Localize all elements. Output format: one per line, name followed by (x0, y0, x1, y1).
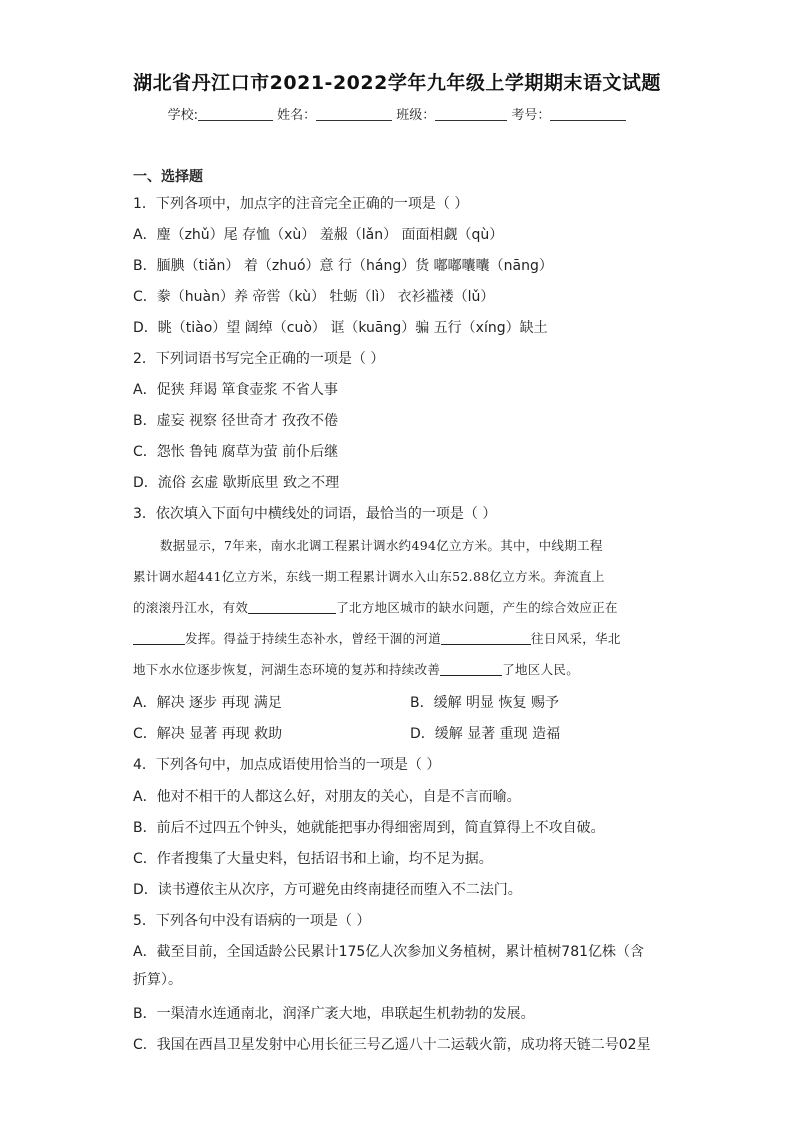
question-1-option-c[interactable]: C．豢（huàn）养 帝喾（kù） 牡蛎（lì） 衣衫褴褛（lǔ） (133, 289, 495, 305)
question-1-stem: 1．下列各项中，加点字的注音完全正确的一项是（ ） (133, 196, 469, 212)
question-4-stem: 4．下列各句中，加点成语使用恰当的一项是（ ） (133, 757, 441, 773)
question-1-option-a[interactable]: A．麈（zhǔ）尾 存恤（xù） 羞赧（lǎn） 面面相觑（qù） (133, 227, 504, 243)
passage-line-4-part-1: 发挥。得益于持续生态补水，曾经干涸的河道 (185, 631, 442, 646)
question-3-option-b[interactable]: B．缓解 明显 恢复 赐予 (410, 695, 559, 711)
question-5-stem: 5．下列各句中没有语病的一项是（ ） (133, 913, 371, 929)
passage-line-3 (133, 598, 618, 616)
blank-1[interactable] (248, 601, 336, 614)
blank-3[interactable] (441, 632, 531, 645)
class-label: 班级： (396, 108, 436, 123)
question-2-option-b[interactable]: B．虚妄 视察 径世奇才 孜孜不倦 (133, 413, 338, 429)
passage-line-2: 累计调水超441亿立方米，东线一期工程累计调水入山东52.88亿立方米。奔流直上 (133, 569, 605, 584)
question-5-option-a[interactable]: A．截至目前，全国适龄公民累计175亿人次参加义务植树，累计植树781亿株（含 (133, 944, 645, 960)
question-2-stem: 2．下列词语书写完全正确的一项是（ ） (133, 351, 385, 367)
question-2-option-d[interactable]: D．流俗 玄虚 歇斯底里 致之不理 (133, 475, 340, 491)
question-2-option-a[interactable]: A．促狭 拜谒 箪食壶浆 不省人事 (133, 382, 338, 398)
question-3-stem: 3．依次填入下面句中横线处的词语，最恰当的一项是（ ） (133, 506, 497, 522)
question-1-option-b[interactable]: B．腼腆（tiǎn） 着（zhuó）意 行（háng）货 嘟嘟囔囔（nāng） (133, 258, 553, 274)
page-title: 湖北省丹江口市2021-2022学年九年级上学期期末语文试题 (133, 72, 661, 94)
passage-line-5-part-1: 地下水水位逐步恢复，河湖生态环境的复苏和持续改善 (133, 662, 441, 677)
number-blank[interactable] (550, 108, 626, 121)
question-5-option-b[interactable]: B．一渠清水连通南北，润泽广袤大地，串联起生机勃勃的发展。 (133, 1006, 535, 1022)
question-4-option-a[interactable]: A．他对不相干的人都这么好，对朋友的关心，自是不言而喻。 (133, 789, 521, 805)
school-label: 学校: (167, 108, 198, 123)
passage-line-3-part-1: 的滚滚丹江水，有效 (133, 600, 249, 615)
passage-line-1: 数据显示，7年来，南水北调工程累计调水约494亿立方米。其中，中线期工程 (160, 538, 603, 553)
question-5-option-c[interactable]: C．我国在西昌卫星发射中心用长征三号乙遥八十二运载火箭，成功将天链二号02星 (133, 1037, 651, 1053)
class-blank[interactable] (435, 108, 507, 121)
blank-4[interactable] (440, 663, 502, 676)
question-3-option-a[interactable]: A．解决 逐步 再现 满足 (133, 695, 282, 711)
student-info-row (0, 104, 794, 123)
passage-line-3-part-2: 了北方地区城市的缺水问题，产生的综合效应正在 (336, 600, 618, 615)
school-blank[interactable] (198, 108, 273, 121)
blank-2[interactable] (133, 632, 185, 645)
name-label: 姓名： (277, 108, 317, 123)
question-4-option-d[interactable]: D．读书遵依主从次序，方可避免由终南捷径而堕入不二法门。 (133, 882, 522, 898)
question-1-option-d[interactable]: D．眺（tiào）望 阔绰（cuò） 诓（kuāng）骗 五行（xíng）缺土 (133, 320, 548, 336)
question-4-option-c[interactable]: C．作者搜集了大量史料，包括诏书和上谕，均不足为据。 (133, 851, 493, 867)
section-heading: 一、选择题 (133, 169, 203, 185)
question-5-option-a-cont: 折算）。 (133, 972, 182, 988)
name-blank[interactable] (316, 108, 392, 121)
question-4-option-b[interactable]: B．前后不过四五个钟头，她就能把事办得细密周到，简直算得上不攻自破。 (133, 820, 605, 836)
number-label: 考号： (511, 108, 551, 123)
passage-line-4-part-2: 往日风采，华北 (531, 631, 621, 646)
passage-line-4 (133, 629, 621, 647)
question-3-option-c[interactable]: C．解决 显著 再现 救助 (133, 726, 283, 742)
question-2-option-c[interactable]: C．怨怅 鲁钝 腐草为萤 前仆后继 (133, 444, 339, 460)
passage-line-5-part-2: 了地区人民。 (502, 662, 580, 677)
question-3-option-d[interactable]: D．缓解 显著 重现 造福 (410, 726, 561, 742)
passage-line-5 (133, 660, 579, 678)
